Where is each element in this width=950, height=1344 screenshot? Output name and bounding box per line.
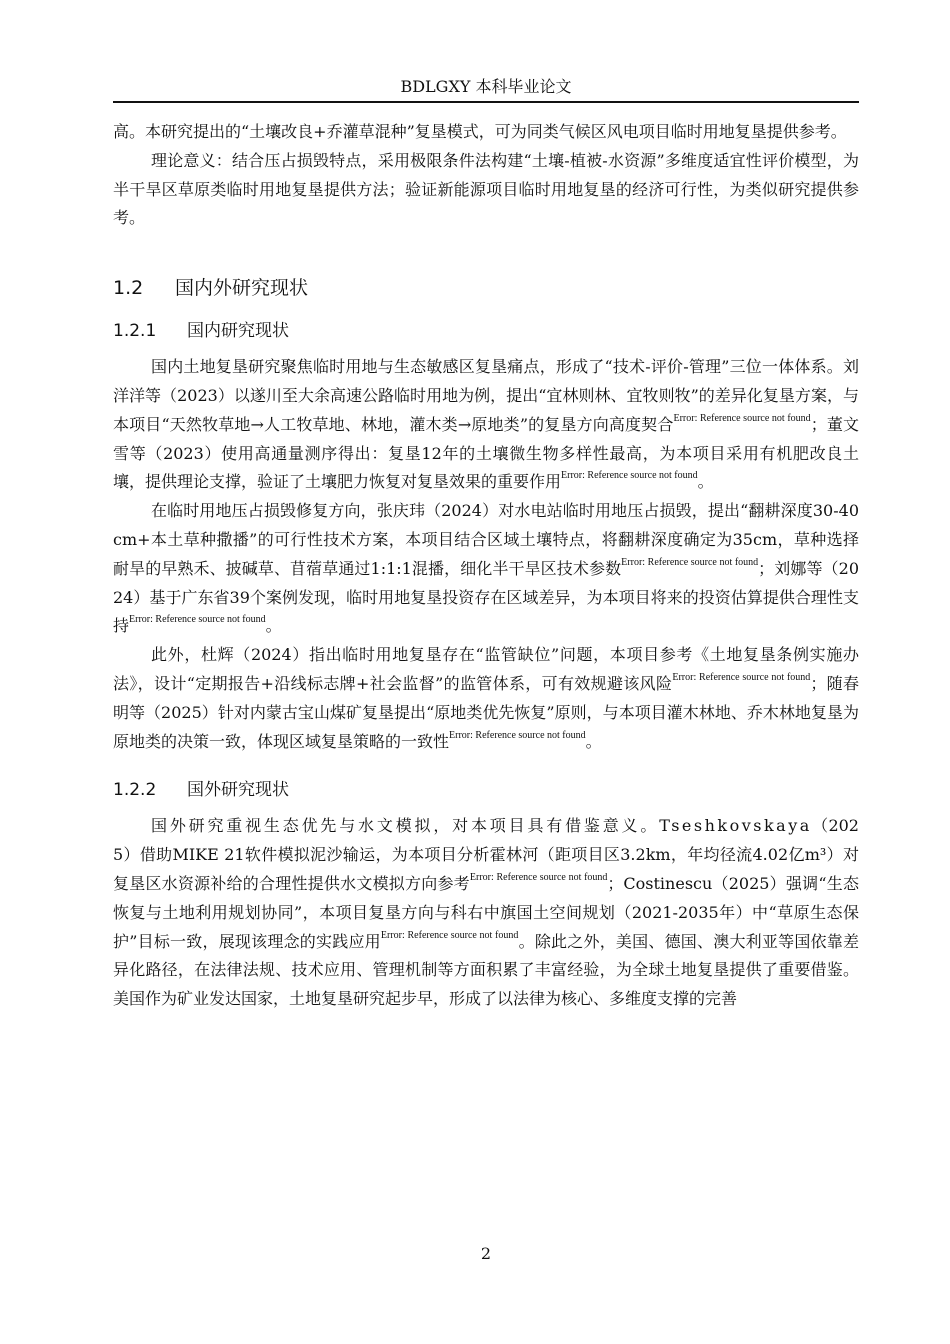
reference-error: Error: Reference source not found xyxy=(129,614,266,626)
subsection-number-1: 1.2.1 xyxy=(113,321,157,342)
reference-error: Error: Reference source not found xyxy=(380,929,519,941)
reference-error: Error: Reference source not found xyxy=(449,729,586,741)
reference-error: Error: Reference source not found xyxy=(673,412,811,424)
reference-error: Error: Reference source not found xyxy=(621,556,759,568)
text-run: ；董文雪等（2023）使用高通量测序得出：复垦12年的土壤微生物多样性最高，为本项目采用有机肥改良土壤，提供理论支撑，验证了土壤肥力恢复对复垦效果的重要作用 xyxy=(113,414,859,492)
intro-paragraph-1: 高。本研究提出的“土壤改良+乔灌草混种”复垦模式，可为同类气候区风电项目临时用地复垦提供参考。 xyxy=(113,122,847,141)
reference-error: Error: Reference source not found xyxy=(469,871,608,883)
section-number: 1.2 xyxy=(113,277,144,300)
section-title: 国内外研究现状 xyxy=(175,277,309,300)
reference-error: Error: Reference source not found xyxy=(561,470,698,482)
text-run: 。 xyxy=(697,472,714,492)
subsection-heading-1 xyxy=(113,317,859,345)
subsection-number-2: 1.2.2 xyxy=(113,780,157,801)
text-run: ；随春明等（2025）针对内蒙古宝山煤矿复垦提出“原地类优先恢复”原则，与本项目灌木林地、乔木林地复垦为原地类的决策一致，体现区域复垦策略的一致性 xyxy=(113,673,859,751)
text-run: 。除此之外，美国、德国、澳大利亚等国依靠差异化路径，在法律法规、技术应用、管理机制等方面积累了丰富经验，为全球土地复垦提供了重要借鉴。美国作为矿业发达国家，土地复垦研究起步早，形成了以法律为核心、多维度支撑的完善 xyxy=(113,931,859,1009)
subsection-title-1: 国内研究现状 xyxy=(187,321,289,342)
text-run: 国外研究重视生态优先与水文模拟，对本项目具有借鉴意义。Tseshkovskaya xyxy=(151,816,812,836)
text-run: 国内土地复垦研究聚焦临时用地与生态敏感区复垦痛点，形成了“技术-评价-管理”三位一体体系。刘洋洋等（2023）以遂川至大余高速公路临时用地为例，提出“宜林则林、宜牧则牧”的差异化复垦方案，与本项目“天然牧草地→人工牧草地、林地，灌木类→原地类”的复垦方向高度契合 xyxy=(113,357,859,434)
domestic-paragraph-2 xyxy=(113,497,859,641)
intro-paragraph-2: 理论意义：结合压占损毁特点，采用极限条件法构建“土壤-植被-水资源”多维度适宜性评价模型，为半干旱区草原类临时用地复垦提供方法；验证新能源项目临时用地复垦的经济可行性，为类似研究提供参考。 xyxy=(113,150,859,228)
subsection-heading-2 xyxy=(113,776,859,804)
text-run: （2025）借助MIKE 21软件模拟泥沙输运，为本项目分析霍林河（距项目区3.2km，年均径流4.02亿m³）对复垦区水资源补给的合理性提供水文模拟方向参考 xyxy=(113,816,859,893)
text-run: ；刘娜等（2024）基于广东省39个案例发现，临时用地复垦投资存在区域差异，为本项目将来的投资估算提供合理性支持 xyxy=(113,558,860,636)
page-header xyxy=(113,72,859,102)
reference-error: Error: Reference source not found xyxy=(672,671,811,683)
text-run: 。 xyxy=(585,731,602,751)
text-run: 在临时用地压占损毁修复方向，张庆玮（2024）对水电站临时用地压占损毁，提出“翻耕深度30-40cm+本土草种撒播”的可行性技术方案，本项目结合区域土壤特点，将翻耕深度确定为35cm，草种选择耐旱的早熟禾、披碱草、苜蓿草通过1:1:1混播，细化半干旱区技术参数 xyxy=(113,501,859,578)
foreign-paragraph-1 xyxy=(113,812,859,1014)
domestic-paragraph-1 xyxy=(113,353,859,497)
page-footer xyxy=(113,1242,859,1266)
text-run: 。 xyxy=(265,616,282,636)
header-rule xyxy=(113,101,859,103)
subsection-title-2: 国外研究现状 xyxy=(187,780,289,801)
section-heading xyxy=(113,273,859,303)
header-title: BDLGXY 本科毕业论文 xyxy=(400,77,572,96)
page-number: 2 xyxy=(480,1244,492,1263)
page-content xyxy=(113,118,859,1014)
text-run: ；Costinescu（2025）强调“生态恢复与土地利用规划协同”，本项目复垦方向与科右中旗国土空间规划（2021-2035年）中“草原生态保护”目标一致，展现该理念的实践应用 xyxy=(113,873,859,951)
domestic-paragraph-3 xyxy=(113,641,859,756)
text-run: 此外，杜辉（2024）指出临时用地复垦存在“监管缺位”问题，本项目参考《土地复垦条例实施办法》，设计“定期报告+沿线标志牌+社会监督”的监管体系，可有效规避该风险 xyxy=(113,645,859,693)
